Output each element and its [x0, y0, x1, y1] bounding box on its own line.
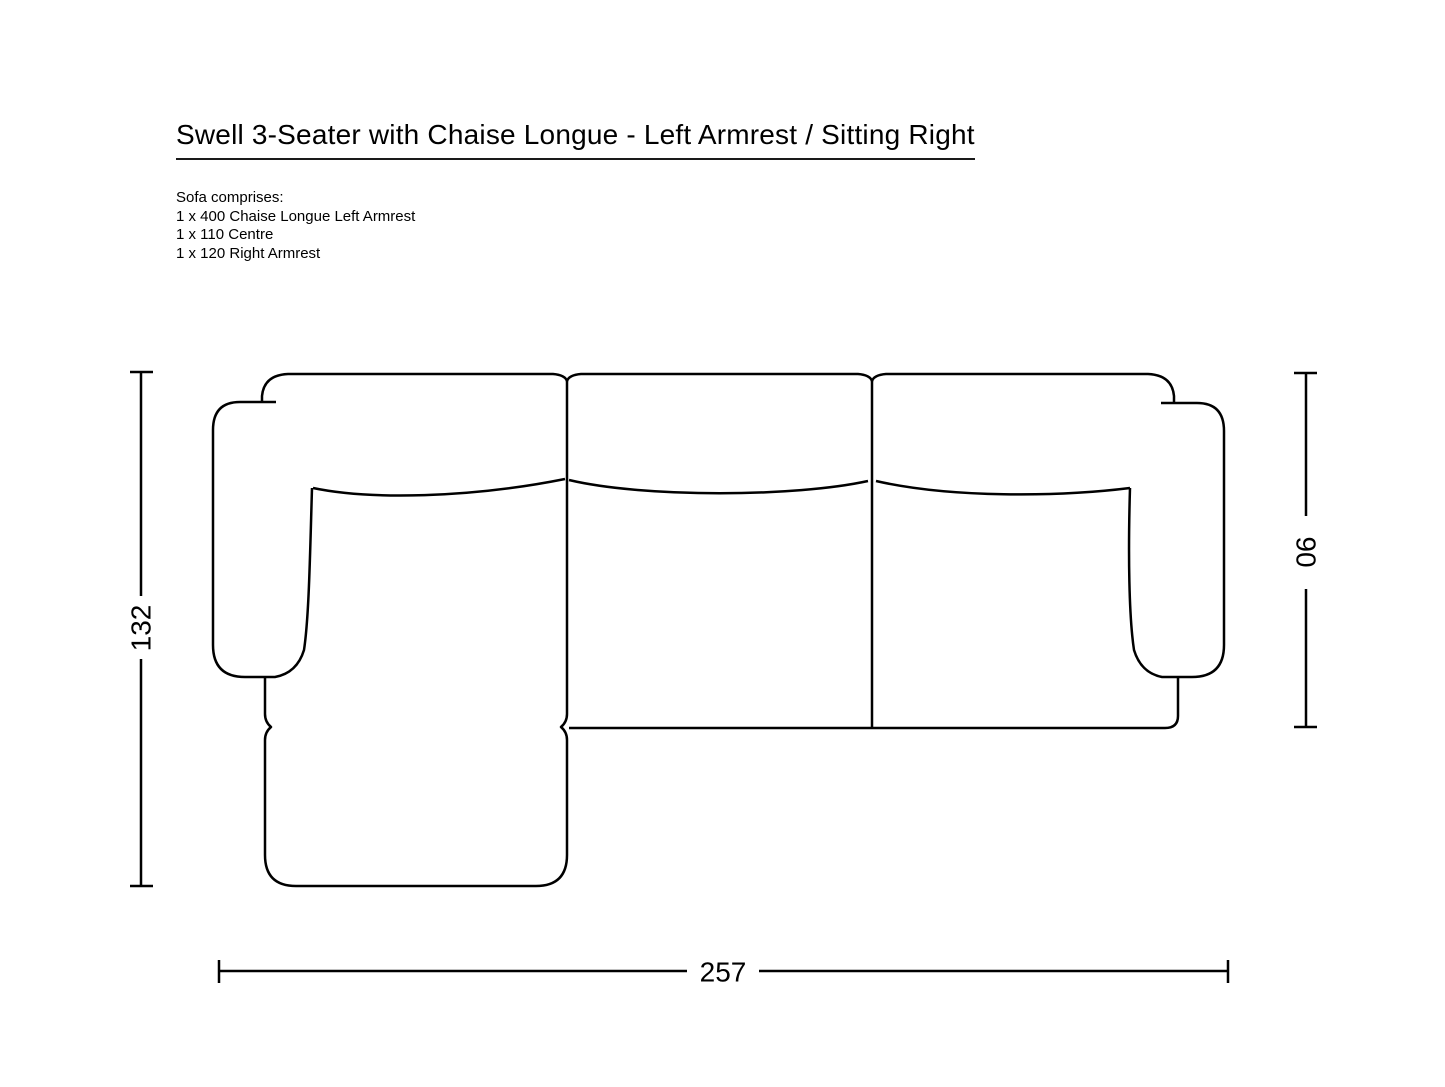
sofa-backrest-top-outline: [262, 374, 1174, 403]
sofa-right-armrest: [1129, 403, 1224, 677]
sofa-back-cushion-arc-centre: [569, 480, 868, 493]
sofa-seat-front-edge: [569, 678, 1178, 728]
sofa-back-cushion-arc-right: [876, 481, 1130, 494]
sofa-back-cushion-arc-left: [313, 479, 565, 495]
sofa-chaise-outline: [265, 381, 567, 886]
dimension-label-sofa-depth: 90: [1290, 536, 1322, 568]
composition-item: 1 x 400 Chaise Longue Left Armrest: [176, 207, 416, 225]
composition-item: 1 x 120 Right Armrest: [176, 244, 321, 262]
sofa-left-armrest: [213, 402, 312, 677]
composition-item: 1 x 110 Centre: [176, 226, 274, 243]
dimension-label-depth-with-chaise: 132: [125, 604, 157, 652]
composition-heading: Sofa comprises:: [176, 189, 284, 206]
dimension-label-overall-width: 257: [699, 956, 747, 988]
page-title: Swell 3-Seater with Chaise Longue - Left Armrest / Sitting Right: [176, 119, 975, 160]
